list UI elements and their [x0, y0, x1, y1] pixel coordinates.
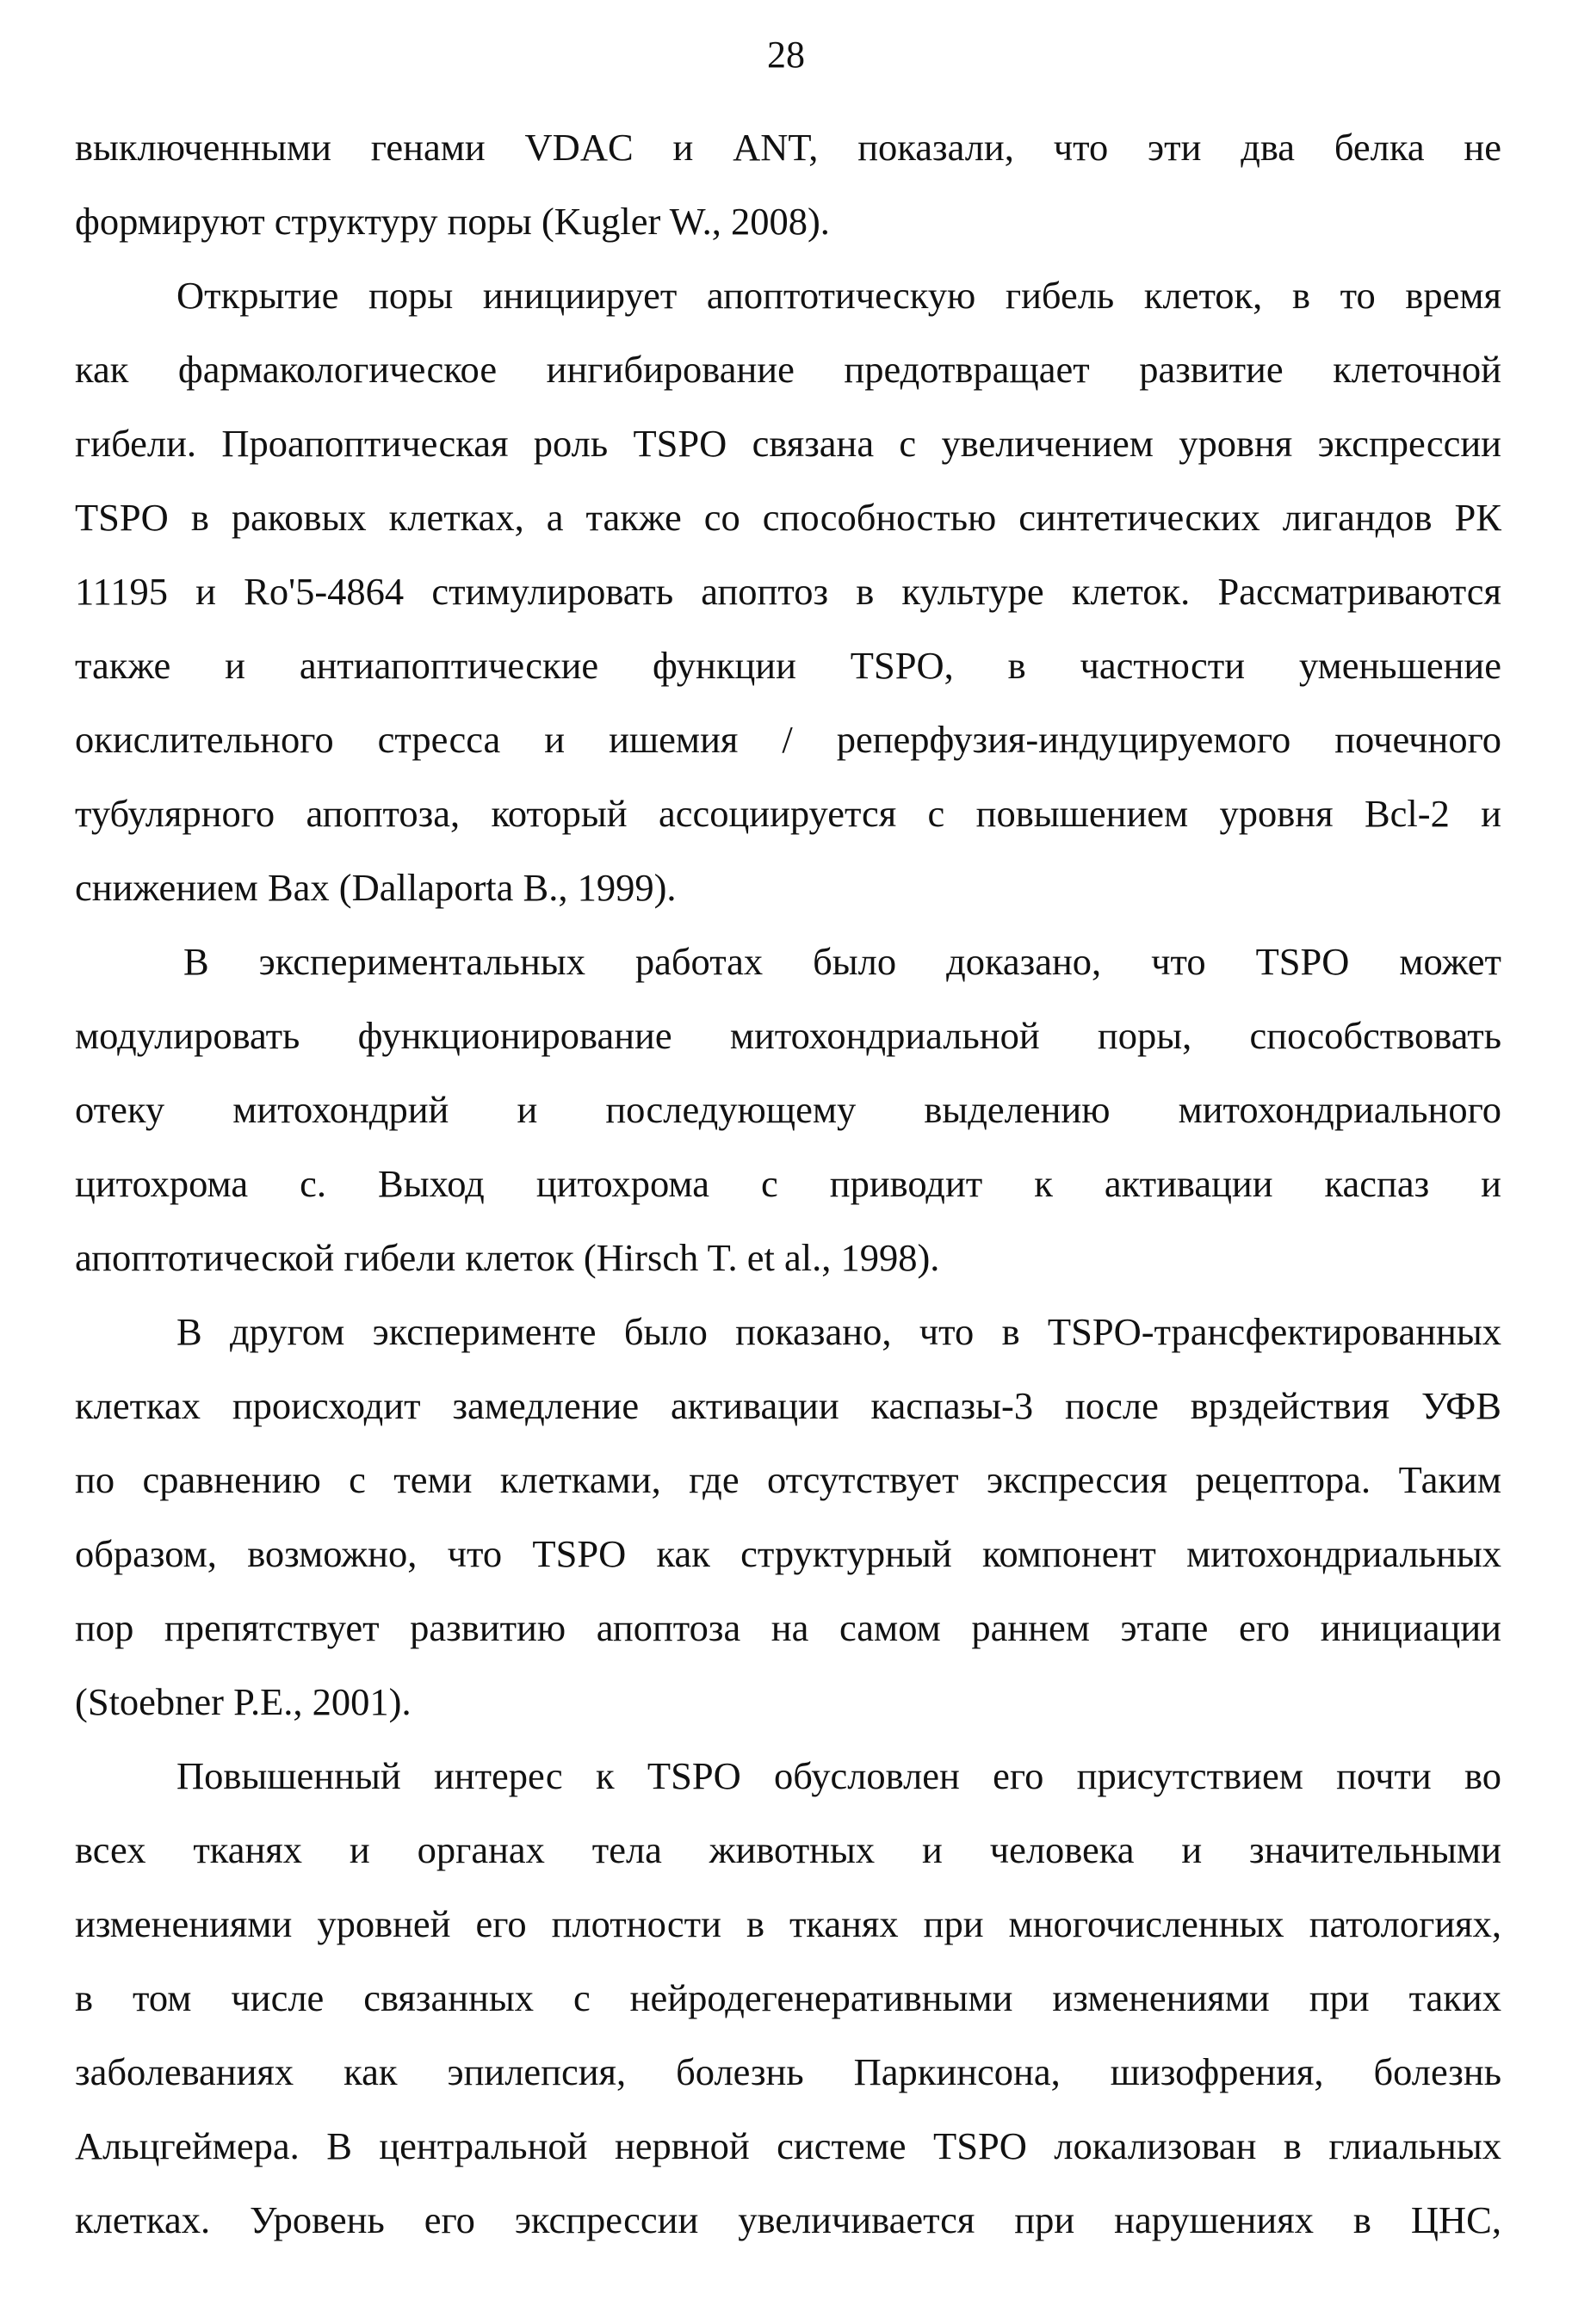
text-line: Повышенный интерес к TSPO обусловлен его присутствием почти во	[176, 1754, 1501, 1797]
text-line: как фармакологическое ингибирование предотвращает развитие клеточной	[75, 348, 1501, 391]
text-line: изменениями уровней его плотности в тканях при многочисленных патологиях,	[75, 1902, 1501, 1945]
text-line: цитохрома с. Выход цитохрома с приводит к активации каспаз и	[75, 1162, 1501, 1205]
text-line: клетках. Уровень его экспрессии увеличивается при нарушениях в ЦНС,	[75, 2198, 1501, 2241]
text-line: Открытие поры инициирует апоптотическую гибель клеток, в то время	[176, 274, 1501, 317]
text-line: выключенными генами VDAC и ANT, показали, что эти два белка не	[75, 126, 1501, 169]
text-line: TSPO в раковых клетках, а также со способностью синтетических лигандов РК	[75, 496, 1501, 539]
text-line: пор препятствует развитию апоптоза на самом раннем этапе его инициации	[75, 1606, 1501, 1649]
text-line: гибели. Проапоптическая роль TSPO связана с увеличением уровня экспрессии	[75, 422, 1501, 465]
text-line: клетках происходит замедление активации каспазы-3 после врздействия УФВ	[75, 1384, 1501, 1427]
text-line: Альцгеймера. В центральной нервной системе TSPO локализован в глиальных	[75, 2124, 1501, 2167]
text-line: окислительного стресса и ишемия / реперфузия-индуцируемого почечного	[75, 718, 1501, 761]
text-line: В другом эксперименте было показано, что в TSPO-трансфектированных	[176, 1310, 1501, 1353]
text-line: также и антиапоптические функции TSPO, в частности уменьшение	[75, 644, 1501, 687]
text-line: образом, возможно, что TSPO как структурный компонент митохондриальных	[75, 1532, 1501, 1575]
text-line: снижением Bax (Dallaporta B., 1999).	[75, 866, 677, 909]
text-line: всех тканях и органах тела животных и человека и значительными	[75, 1828, 1501, 1871]
text-line: заболеваниях как эпилепсия, болезнь Паркинсона, шизофрения, болезнь	[75, 2050, 1501, 2093]
text-line: апоптотической гибели клеток (Hirsch T. et al., 1998).	[75, 1236, 940, 1279]
text-line: в том числе связанных с нейродегенеративными изменениями при таких	[75, 1976, 1501, 2019]
page-number: 28	[767, 34, 805, 76]
text-line: модулировать функционирование митохондриальной поры, способствовать	[75, 1014, 1501, 1057]
text-line: (Stoebner P.E., 2001).	[75, 1680, 412, 1723]
body-text	[75, 110, 1501, 2257]
text-line: 11195 и Ro'5-4864 стимулировать апоптоз в культуре клеток. Рассматриваются	[75, 570, 1501, 613]
text-line: тубулярного апоптоза, который ассоциируется с повышением уровня Bcl-2 и	[75, 792, 1501, 835]
text-line: формируют структуру поры (Kugler W., 2008).	[75, 200, 830, 243]
text-line: отеку митохондрий и последующему выделению митохондриального	[75, 1088, 1501, 1131]
text-line: В экспериментальных работах было доказано, что TSPO может	[183, 940, 1501, 983]
text-line: по сравнению с теми клетками, где отсутствует экспрессия рецептора. Таким	[75, 1458, 1501, 1501]
